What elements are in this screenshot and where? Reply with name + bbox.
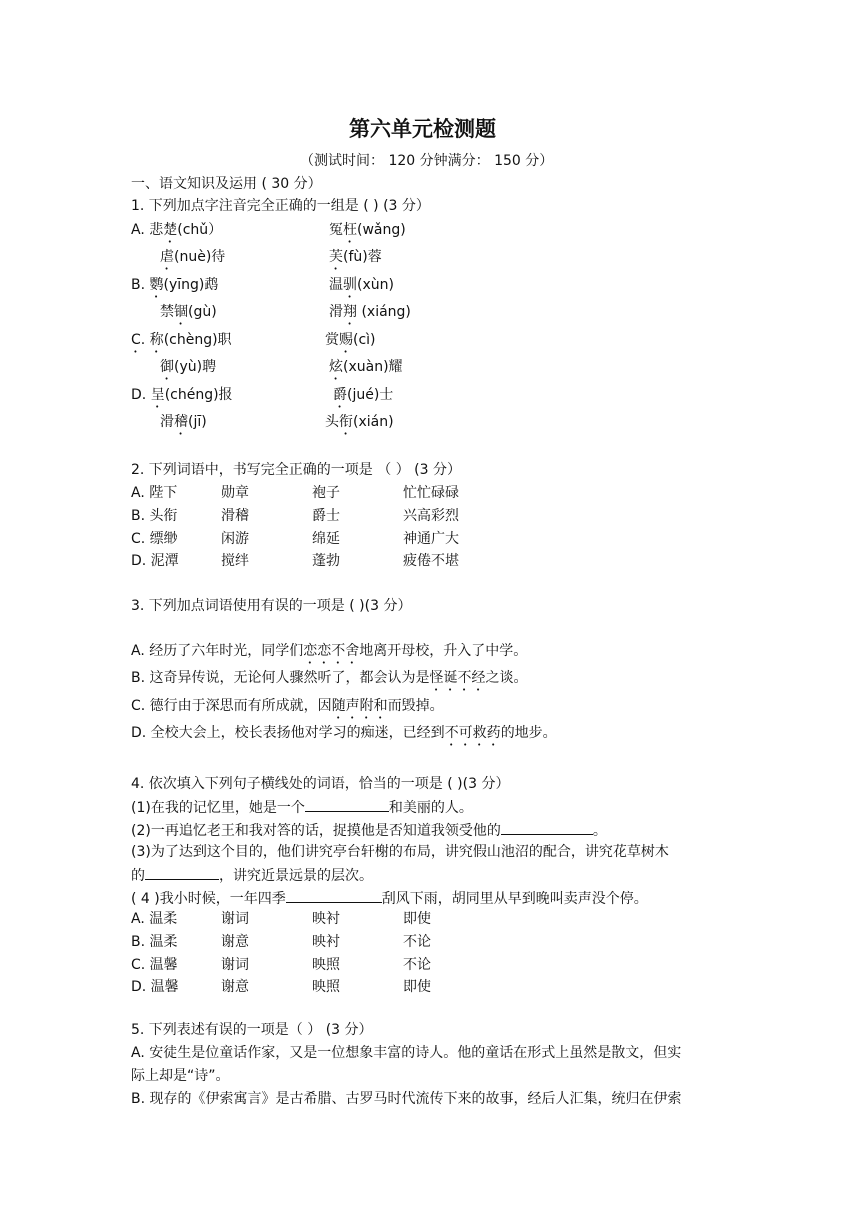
q1-option-c-word2: 赏赐(cì) <box>325 332 376 348</box>
q4-option-b-word2: 谢意 <box>221 934 249 950</box>
question-4-stem: 4. 依次填入下列句子横线处的词语，恰当的一项是 ( )(3 分） <box>131 776 510 792</box>
q2-option-b-word4: 兴高彩烈 <box>403 508 459 524</box>
q1-option-b-word2: 温驯(xùn) <box>329 277 394 293</box>
question-2-stem: 2. 下列词语中，书写完全正确的一项是 （ ） (3 分） <box>131 462 461 478</box>
q4-option-c-word2: 谢词 <box>221 957 249 973</box>
exam-info: （测试时间： 120 分钟满分： 150 分） <box>300 153 554 169</box>
page-title: 第六单元检测题 <box>349 116 496 141</box>
q4-sentence-3-cont: 的 ，讲究近景远景的层次。 <box>131 865 373 885</box>
q4-sentence-3: (3)为了达到这个目的，他们讲究亭台轩榭的布局，讲究假山池沼的配合，讲究花草树木 <box>131 844 669 860</box>
q4-option-c-word3: 映照 <box>312 957 340 973</box>
q1-option-b-word3: 禁锢(gù) <box>160 304 217 320</box>
q3-option-d: D. 全校大会上，校长表扬他对学习的痴迷，已经到不可救药的地步。 <box>131 725 557 741</box>
q4-option-a: A. 温柔 <box>131 911 178 927</box>
fill-blank-1 <box>305 797 389 812</box>
q4-sentence-2: (2)一再追忆老王和我对答的话，捉摸他是否知道我领受他的 。 <box>131 820 607 840</box>
q4-option-d-word4: 即使 <box>403 979 431 995</box>
q1-option-d-word4: 头衔(xián) <box>325 414 394 430</box>
q1-option-b-word1: B. 鹦(yīng)鹉 <box>131 277 219 293</box>
q1-option-d-word2: 爵(jué)士 <box>333 387 394 403</box>
q2-option-a: A. 陛下 <box>131 485 178 501</box>
q2-option-b-word3: 爵士 <box>312 508 340 524</box>
q1-option-c-word4: 炫(xuàn)耀 <box>329 359 403 375</box>
q4-option-b-word4: 不论 <box>403 934 431 950</box>
q1-option-a-word1: A. 悲楚(chǔ） <box>131 222 223 238</box>
q1-option-a-word3: 虐(nuè)待 <box>160 249 226 265</box>
q4-sentence-4: ( 4 )我小时候，一年四季 刮风下雨，胡同里从早到晚叫卖声没个停。 <box>131 888 648 908</box>
q5-option-a-cont: 际上却是“诗”。 <box>131 1068 230 1084</box>
q5-option-b: B. 现存的《伊索寓言》是古希腊、古罗马时代流传下来的故事，经后人汇集，统归在伊索 <box>131 1091 682 1107</box>
question-1-stem: 1. 下列加点字注音完全正确的一组是 ( ) (3 分） <box>131 198 430 214</box>
q2-option-c-word3: 绵延 <box>312 531 340 547</box>
q4-option-c: C. 温馨 <box>131 957 178 973</box>
q2-option-d-word3: 蓬勃 <box>312 553 340 569</box>
q5-option-a: A. 安徒生是位童话作家，又是一位想象丰富的诗人。他的童话在形式上虽然是散文，但实 <box>131 1045 682 1061</box>
q2-option-c-word2: 闲游 <box>221 531 249 547</box>
q4-option-b: B. 温柔 <box>131 934 178 950</box>
q4-option-a-word3: 映衬 <box>312 911 340 927</box>
q4-option-d-word3: 映照 <box>312 979 340 995</box>
q1-option-c-word1: C. 称(chèng)职 <box>131 332 232 348</box>
q1-option-d-word3: 滑稽(jī) <box>160 414 207 430</box>
q3-option-a: A. 经历了六年时光，同学们恋恋不舍地离开母校，升入了中学。 <box>131 643 528 659</box>
q4-option-c-word4: 不论 <box>403 957 431 973</box>
fill-blank-4 <box>286 888 382 903</box>
question-3-stem: 3. 下列加点词语使用有误的一项是 ( )(3 分） <box>131 598 412 614</box>
q1-option-d-word1: D. 呈(chéng)报 <box>131 387 233 403</box>
q2-option-a-word3: 袍子 <box>312 485 340 501</box>
q3-option-c: C. 德行由于深思而有所成就，因随声附和而毁掉。 <box>131 698 444 714</box>
q1-option-b-word4: 滑翔 (xiáng) <box>329 304 411 320</box>
q2-option-b-word2: 滑稽 <box>221 508 249 524</box>
fill-blank-2 <box>501 820 593 835</box>
q4-option-a-word4: 即使 <box>403 911 431 927</box>
fill-blank-3 <box>145 865 219 880</box>
q2-option-a-word4: 忙忙碌碌 <box>403 485 459 501</box>
q2-option-d-word2: 搅绊 <box>221 553 249 569</box>
q2-option-c: C. 缥缈 <box>131 531 178 547</box>
question-5-stem: 5. 下列表述有误的一项是（ ） (3 分） <box>131 1022 373 1038</box>
section-heading: 一、语文知识及运用 ( 30 分） <box>131 176 322 192</box>
q4-option-a-word2: 谢词 <box>221 911 249 927</box>
q2-option-d: D. 泥潭 <box>131 553 179 569</box>
q4-sentence-1: (1)在我的记忆里，她是一个 和美丽的人。 <box>131 797 473 817</box>
q1-option-a-word4: 芙(fù)蓉 <box>329 249 382 265</box>
q2-option-c-word4: 神通广大 <box>403 531 459 547</box>
q2-option-a-word2: 勋章 <box>221 485 249 501</box>
q2-option-d-word4: 疲倦不堪 <box>403 553 459 569</box>
q4-option-d-word2: 谢意 <box>221 979 249 995</box>
q2-option-b: B. 头衔 <box>131 508 178 524</box>
q1-option-a-word2: 冤枉(wǎng) <box>329 222 406 238</box>
q4-option-b-word3: 映衬 <box>312 934 340 950</box>
q3-option-b: B. 这奇异传说，无论何人骤然听了，都会认为是怪诞不经之谈。 <box>131 670 528 686</box>
q4-option-d: D. 温馨 <box>131 979 179 995</box>
q1-option-c-word3: 御(yù)聘 <box>160 359 217 375</box>
